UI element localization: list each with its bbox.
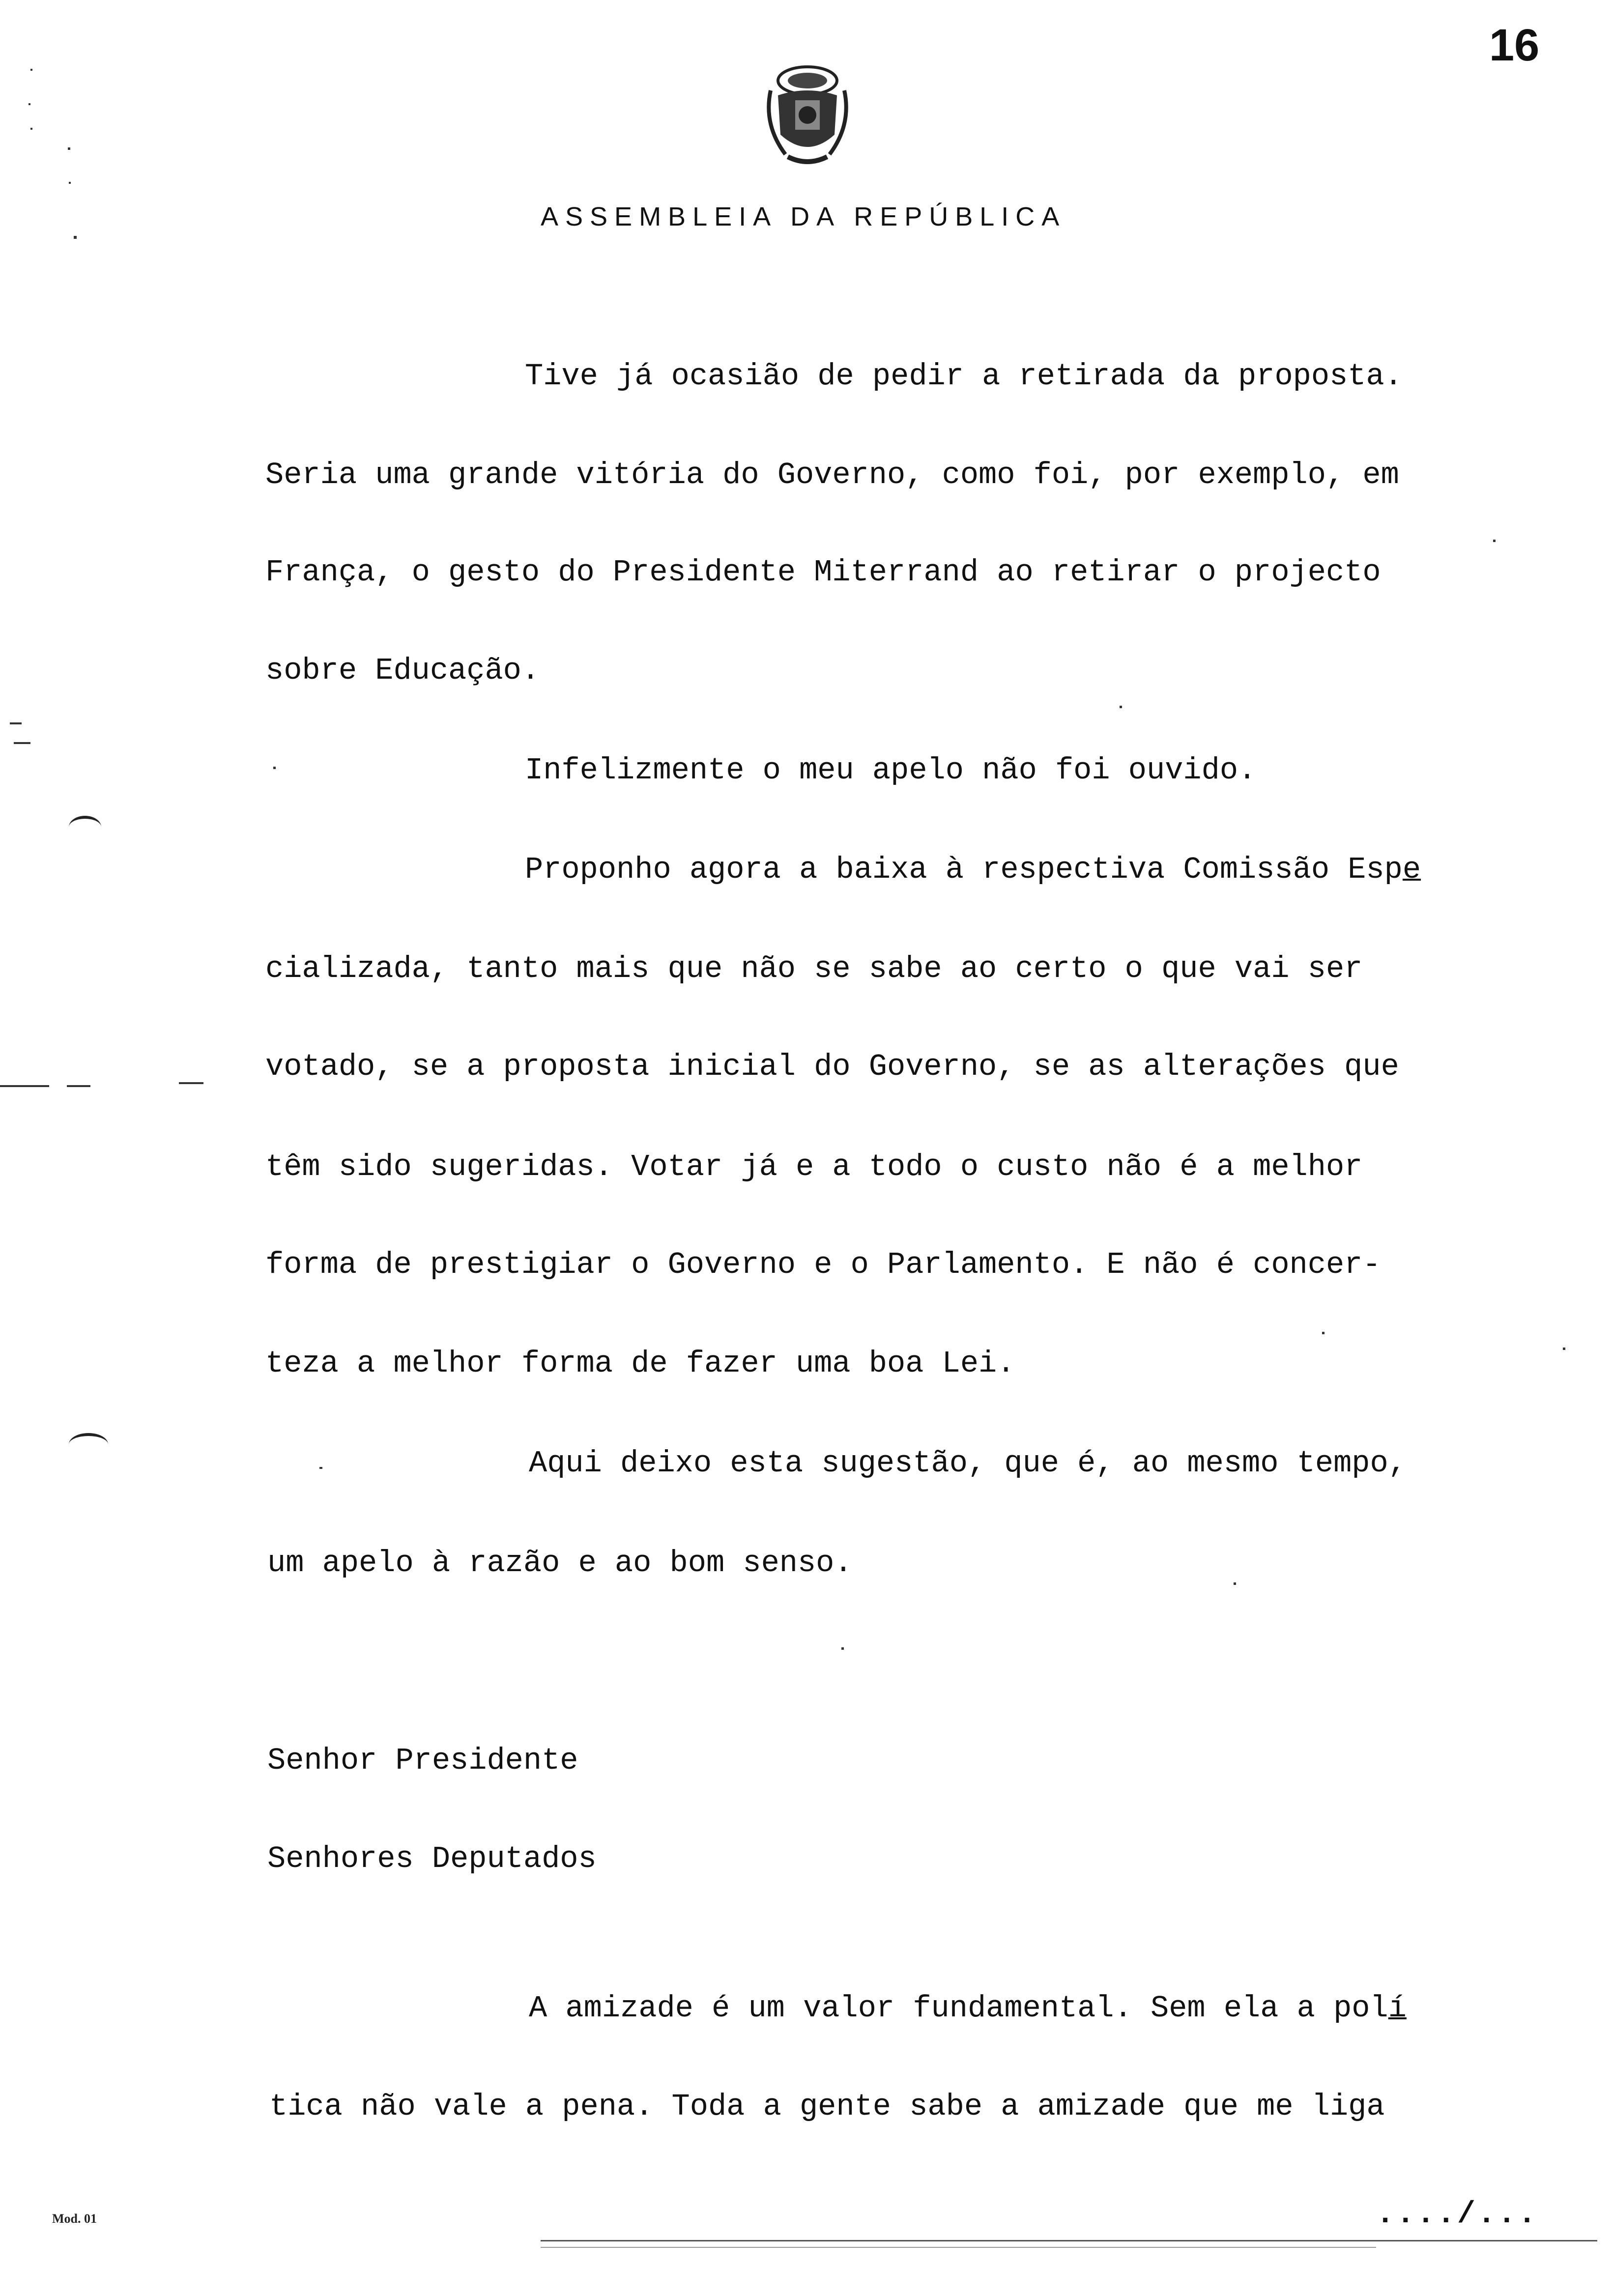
scan-dot (30, 69, 32, 71)
footer-rule-secondary (541, 2247, 1376, 2248)
scan-arc (69, 1433, 108, 1456)
text-line: tica não vale a pena. Toda a gente sabe a amizade que me liga (269, 2089, 1385, 2124)
scan-dash (10, 722, 22, 724)
form-code: Mod. 01 (52, 2211, 97, 2226)
text-line: sobre Educação. (265, 653, 540, 688)
text-line-underlined-letter: í (1388, 1991, 1407, 2026)
institution-title: ASSEMBLEIA DA REPÚBLICA (541, 202, 1066, 231)
scan-dot (1234, 1582, 1236, 1585)
text-line-underlined-letter: e (1402, 852, 1421, 887)
text-line: Aqui deixo esta sugestão, que é, ao mesmo tempo, (529, 1446, 1407, 1481)
scan-dot (841, 1647, 844, 1650)
text-line: forma de prestigiar o Governo e o Parlamento. E não é concer- (265, 1247, 1381, 1282)
text-line: Infelizmente o meu apelo não foi ouvido. (525, 753, 1257, 788)
text-line: Tive já ocasião de pedir a retirada da proposta. (525, 359, 1403, 394)
text-line (529, 1993, 1407, 2024)
scan-dash (179, 1082, 203, 1084)
text-line: um apelo à razão e ao bom senso. (267, 1546, 853, 1580)
text-line: votado, se a proposta inicial do Governo, se as alterações que (265, 1049, 1399, 1084)
scan-dot (1563, 1348, 1565, 1350)
text-line: Senhor Presidente (267, 1743, 578, 1778)
scan-dot (1493, 540, 1496, 542)
text-line: cializada, tanto mais que não se sabe ao certo o que vai ser (265, 951, 1363, 986)
text-line: França, o gesto do Presidente Miterrand ao retirar o projecto (265, 555, 1381, 590)
scan-dot (1322, 1332, 1324, 1334)
text-line (525, 852, 1421, 887)
scan-dash (67, 1085, 90, 1087)
scan-dot (74, 236, 77, 239)
scan-arc (69, 816, 101, 838)
coat-of-arms-icon (761, 61, 854, 169)
continuation-marker: ..../... (1376, 2197, 1538, 2232)
footer-rule (541, 2240, 1597, 2241)
text-line: Seria uma grande vitória do Governo, como foi, por exemplo, em (265, 458, 1399, 492)
text-line: têm sido sugeridas. Votar já e a todo o custo não é a melhor (265, 1149, 1363, 1184)
scan-dash (0, 1085, 49, 1087)
text-line-main: Proponho agora a baixa à respectiva Comissão Esp (525, 852, 1403, 887)
scan-dot (69, 182, 71, 184)
scan-dot (1120, 706, 1122, 708)
scan-dash (14, 742, 30, 744)
scan-dot (68, 147, 70, 150)
page-number: 16 (1489, 20, 1540, 70)
text-line: Senhores Deputados (267, 1841, 597, 1876)
scan-dot (273, 767, 276, 769)
text-line-main: A amizade é um valor fundamental. Sem ela a pol (529, 1991, 1388, 2026)
scan-dot (319, 1467, 322, 1469)
scan-dot (30, 128, 32, 130)
text-line: teza a melhor forma de fazer uma boa Lei. (265, 1346, 1015, 1381)
scan-dot (29, 103, 30, 105)
